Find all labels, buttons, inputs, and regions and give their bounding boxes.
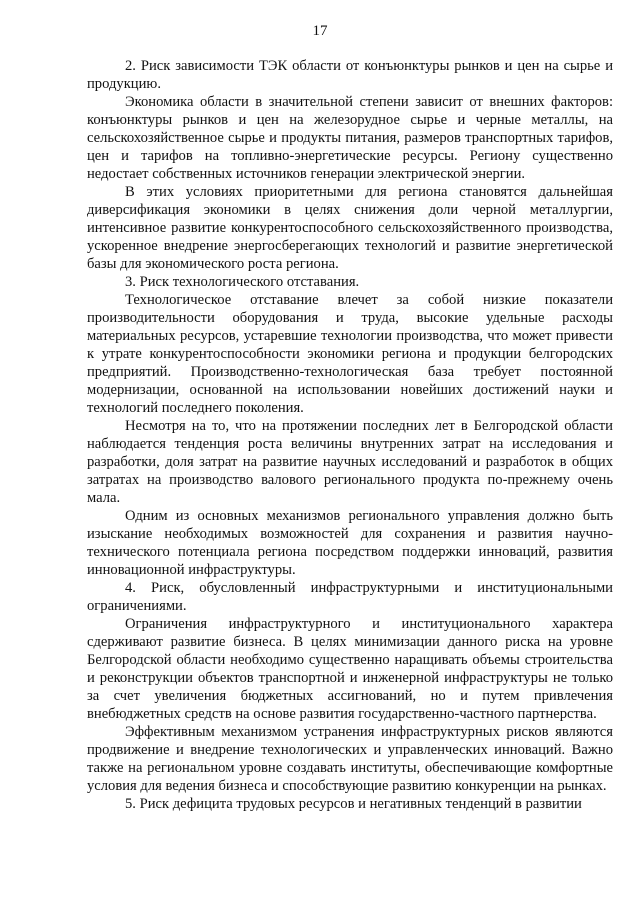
page-number: 17 — [312, 23, 328, 39]
paragraph: Экономика области в значительной степени зависит от внешних факторов: конъюнктуры рынков и цен на железорудное сырье и черные металлы, на сельскохозяйственное сырье и продукты питания, размеров транспортных тарифов, цен и тарифов на топливно-энергетические ресурсы. Региону существенно недостает собственных источников генерации электрической энергии. — [87, 94, 613, 182]
paragraph: Несмотря на то, что на протяжении последних лет в Белгородской области наблюдается тенденция роста величины внутренних затрат на исследования и разработки, доля затрат на развитие научных исследований и разработок в общих затратах на производство валового регионального продукта по-прежнему очень мала. — [87, 418, 613, 506]
paragraph: В этих условиях приоритетными для региона становятся дальнейшая диверсификация экономики в целях снижения доли черной металлургии, интенсивное развитие конкурентоспособного сельскохозяйственного производства, ускоренное внедрение энергосберегающих технологий и развитие энергетической базы для экономического роста региона. — [87, 184, 613, 272]
section-heading-risk-3: 3. Риск технологического отставания. — [125, 274, 360, 290]
section-heading-risk-4: 4. Риск, обусловленный инфраструктурными и институциональными ограничениями. — [87, 580, 613, 614]
section-heading-risk-2: 2. Риск зависимости ТЭК области от конъюнктуры рынков и цен на сырье и продукцию. — [87, 58, 613, 92]
document-body — [87, 57, 613, 813]
paragraph: Ограничения инфраструктурного и институционального характера сдерживают развитие бизнеса. В целях минимизации данного риска на уровне Белгородской области необходимо существенно наращивать объемы строительства и реконструкции объектов транспортной и инженерной инфраструктуры не только за счет увеличения бюджетных ассигнований, но и путем привлечения внебюджетных средств на основе развития государственно-частного партнерства. — [87, 616, 613, 722]
paragraph: Эффективным механизмом устранения инфраструктурных рисков являются продвижение и внедрение технологических и управленческих инноваций. Важно также на региональном уровне создавать институты, обеспечивающие комфортные условия для ведения бизнеса и способствующие развитию конкуренции на рынках. — [87, 724, 613, 794]
paragraph: Технологическое отставание влечет за собой низкие показатели производительности оборудования и труда, высокие удельные расходы материальных ресурсов, устаревшие технологии производства, что может привести к утрате конкурентоспособности экономики региона и продукции белгородских предприятий. Производственно-технологическая база требует постоянной модернизации, основанной на использовании новейших достижений науки и технологий последнего поколения. — [87, 292, 613, 416]
paragraph: Одним из основных механизмов регионального управления должно быть изыскание необходимых возможностей для сохранения и развития научно-технического потенциала региона посредством поддержки инноваций, развития инновационной инфраструктуры. — [87, 508, 613, 578]
section-heading-risk-5: 5. Риск дефицита трудовых ресурсов и негативных тенденций в развитии — [125, 796, 582, 812]
